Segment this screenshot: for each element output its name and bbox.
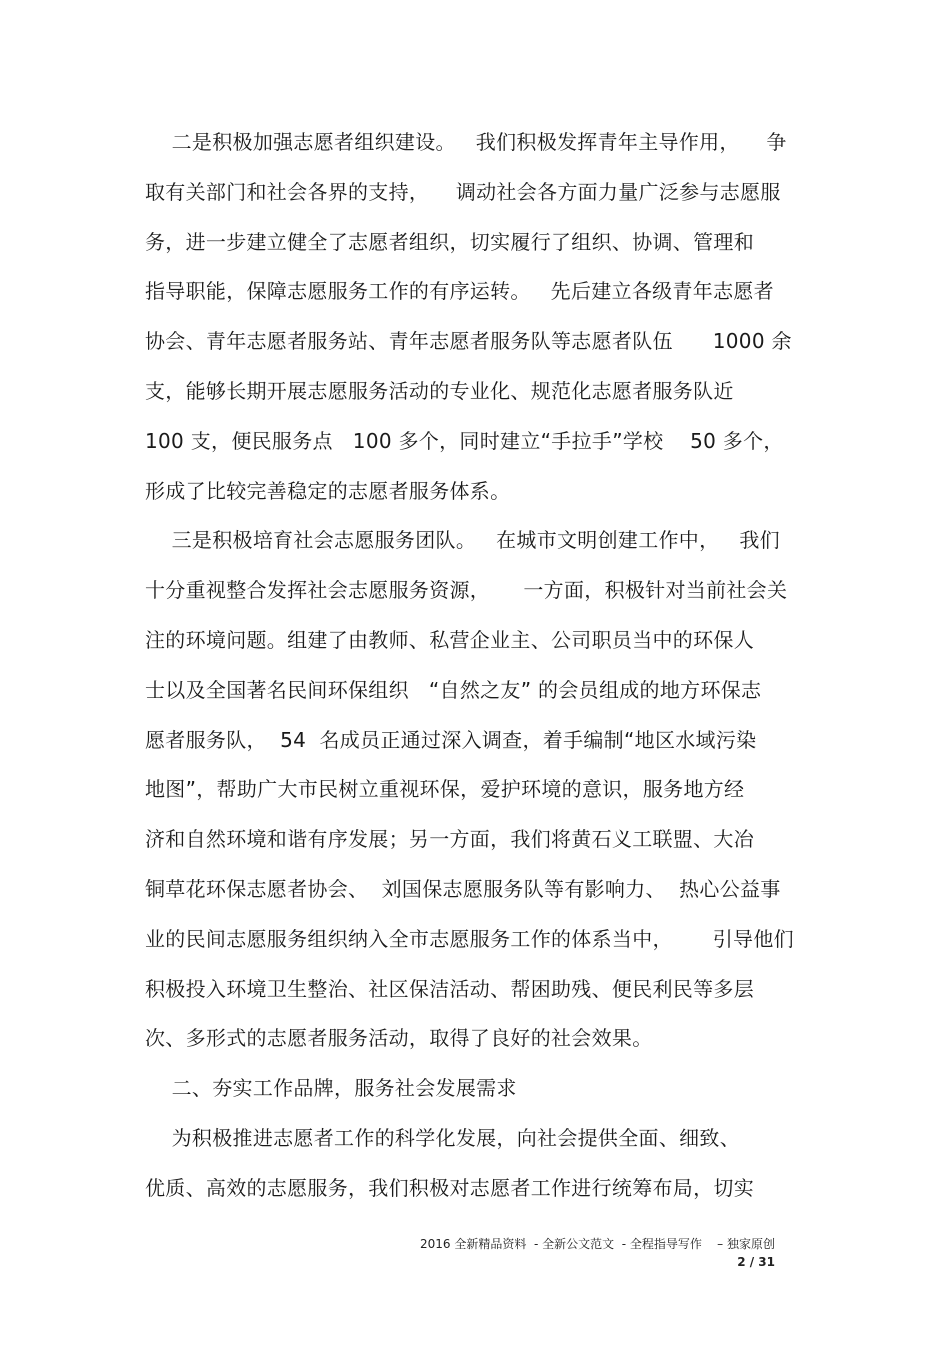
text-line: 愿者服务队， 54 名成员正通过深入调查，着手编制“地区水域污染	[145, 727, 757, 752]
text-line: 取有关部门和社会各界的支持， 调动社会各方面力量广泛参与志愿服	[145, 179, 781, 204]
text-line: 三是积极培育社会志愿服务团队。 在城市文明创建工作中， 我们	[145, 528, 780, 553]
text-line: 二是积极加强志愿者组织建设。 我们积极发挥青年主导作用， 争	[145, 130, 787, 154]
text-line: 支，能够长期开展志愿服务活动的专业化、规范化志愿者服务队近	[145, 379, 734, 403]
text-line: 积极投入环境卫生整治、社区保洁活动、帮困助残、便民利民等多层	[145, 976, 754, 1001]
text-line: 十分重视整合发挥社会志愿服务资源， 一方面，积极针对当前社会关	[145, 578, 788, 603]
text-line: 二、夯实工作品牌，服务社会发展需求	[145, 1076, 517, 1101]
text-line: 铜草花环保志愿者协会、 刘国保志愿服务队等有影响力、 热心公益事	[145, 877, 781, 901]
page-footer: 2016 全新精品资料 - 全新公文范文 - 全程指导写作 – 独家原创	[420, 1237, 775, 1251]
text-line: 指导职能，保障志愿服务工作的有序运转。 先后建立各级青年志愿者	[145, 279, 774, 304]
text-line: 次、多形式的志愿者服务活动，取得了良好的社会效果。	[145, 1026, 653, 1051]
page-number: 2 / 31	[737, 1255, 775, 1269]
text-line: 为积极推进志愿者工作的科学化发展，向社会提供全面、细致、	[145, 1126, 741, 1150]
text-line: 注的环境问题。组建了由教师、私营企业主、公司职员当中的环保人	[145, 628, 754, 652]
text-line: 士以及全国著名民间环保组织 “自然之友” 的会员组成的地方环保志	[145, 677, 762, 702]
text-line: 业的民间志愿服务组织纳入全市志愿服务工作的体系当中， 引导他们	[145, 926, 794, 951]
text-line: 地图”，帮助广大市民树立重视环保，爱护环境的意识，服务地方经	[145, 777, 745, 802]
text-line: 100 支，便民服务点 100 多个，同时建立“手拉手”学校 50 多个，	[145, 428, 784, 453]
text-line: 协会、青年志愿者服务站、青年志愿者服务队等志愿者队伍 1000 余	[145, 329, 792, 354]
text-line: 优质、高效的志愿服务，我们积极对志愿者工作进行统筹布局，切实	[145, 1175, 754, 1200]
text-line: 形成了比较完善稳定的志愿者服务体系。	[145, 478, 511, 503]
text-line: 务，进一步建立健全了志愿者组织，切实履行了组织、协调、管理和	[145, 229, 754, 254]
text-line: 济和自然环境和谐有序发展；另一方面，我们将黄石义工联盟、大冶	[145, 827, 754, 852]
